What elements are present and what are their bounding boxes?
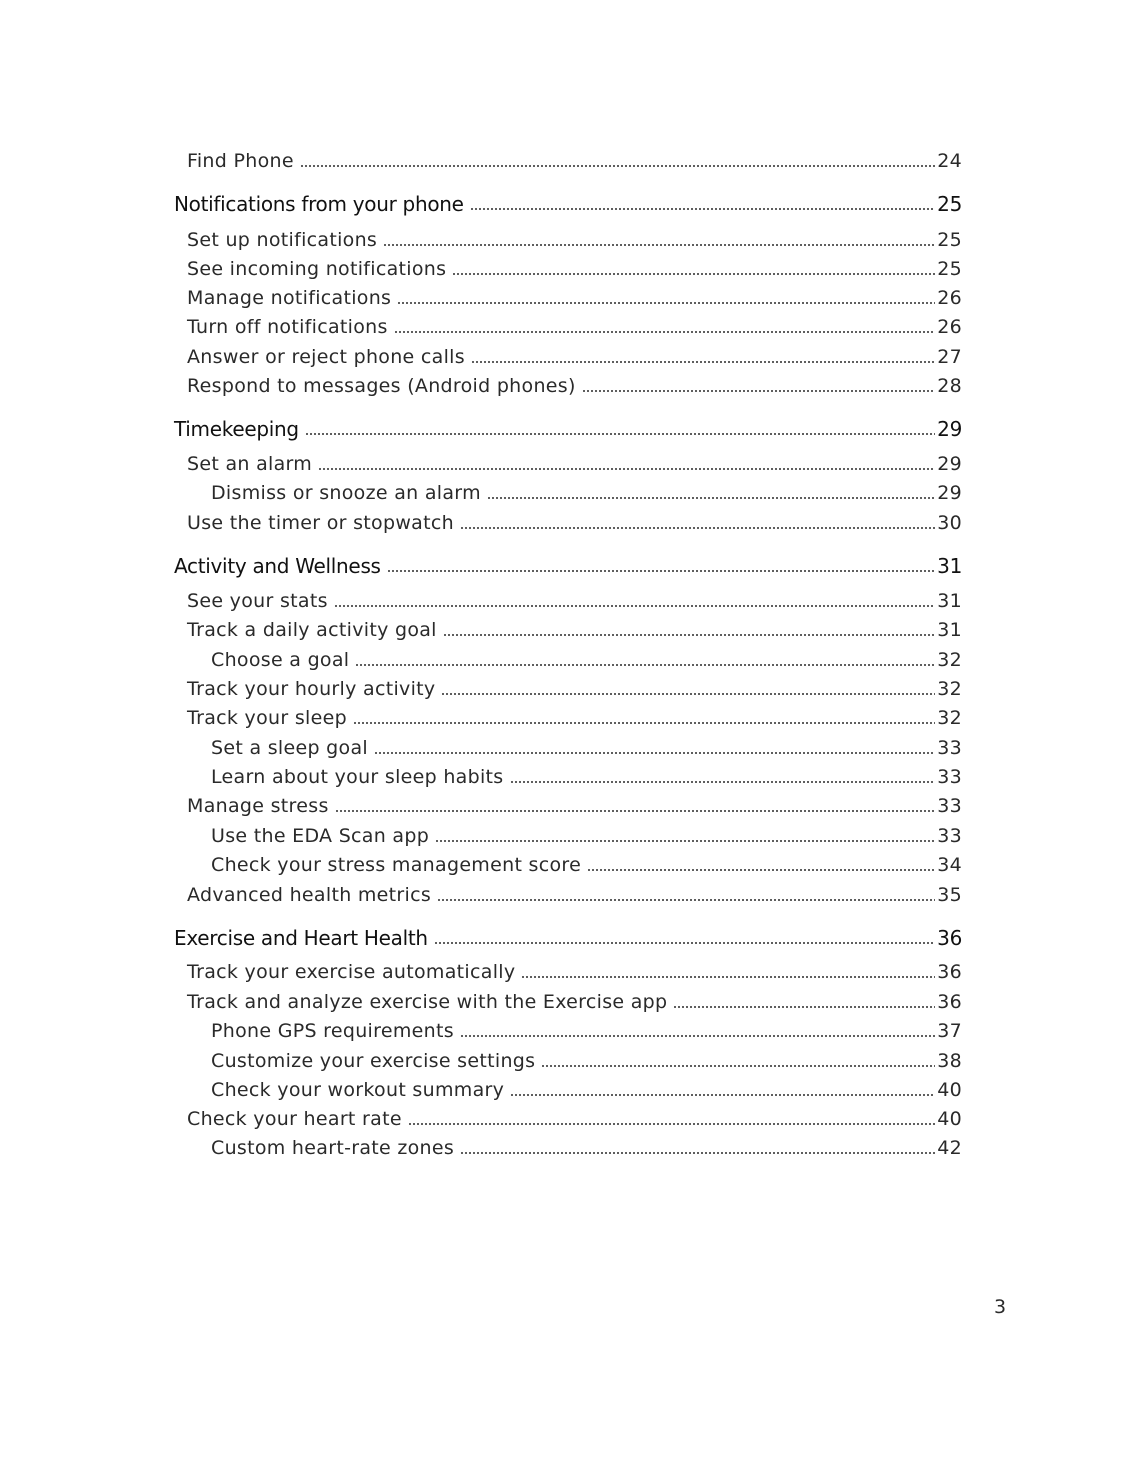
toc-entry[interactable] <box>211 1135 962 1161</box>
toc-entry[interactable] <box>187 510 962 536</box>
toc-entry-page: 38 <box>937 1050 962 1072</box>
toc-dot-leader <box>441 693 935 695</box>
toc-dot-leader <box>443 634 935 636</box>
toc-dot-leader <box>471 361 935 363</box>
toc-entry-page: 28 <box>937 375 962 397</box>
toc-entry[interactable] <box>211 1077 962 1103</box>
toc-entry[interactable] <box>187 451 962 477</box>
toc-dot-leader <box>335 810 936 812</box>
toc-entry-title: Track your hourly activity <box>187 678 436 700</box>
toc-entry-page: 24 <box>937 150 962 172</box>
toc-entry-title: Find Phone <box>187 150 294 172</box>
toc-dot-leader <box>541 1065 935 1067</box>
toc-dot-leader <box>673 1006 935 1008</box>
toc-dot-leader <box>408 1123 935 1125</box>
toc-entry[interactable] <box>187 882 962 908</box>
toc-entry-title: Phone GPS requirements <box>211 1020 454 1042</box>
toc-entry-page: 40 <box>937 1108 962 1130</box>
toc-entry-title: Choose a goal <box>211 649 350 671</box>
toc-entry-page: 31 <box>937 619 962 641</box>
toc-entry-page: 42 <box>937 1137 962 1159</box>
toc-entry-title: Custom heart-rate zones <box>211 1137 455 1159</box>
toc-entry-page: 32 <box>937 678 962 700</box>
toc-entry-title: Track a daily activity goal <box>187 619 437 641</box>
toc-entry[interactable] <box>187 959 962 985</box>
toc-dot-leader <box>521 976 935 978</box>
toc-entry-title: Dismiss or snooze an alarm <box>211 482 481 504</box>
toc-entry-page: 33 <box>937 737 962 759</box>
toc-dot-leader <box>452 273 935 275</box>
toc-dot-leader <box>437 899 935 901</box>
toc-entry[interactable] <box>187 1106 962 1132</box>
toc-entry[interactable] <box>211 735 962 761</box>
toc-entry-page: 33 <box>937 825 962 847</box>
toc-entry-page: 37 <box>937 1020 962 1042</box>
toc-entry-title: Use the EDA Scan app <box>211 825 430 847</box>
toc-entry-page: 36 <box>937 991 962 1013</box>
toc-entry-page: 31 <box>937 590 962 612</box>
toc-entry-page: 33 <box>937 766 962 788</box>
toc-section-entry[interactable] <box>174 553 962 579</box>
toc-entry-title: Set a sleep goal <box>211 737 368 759</box>
toc-dot-leader <box>510 781 936 783</box>
toc-entry-page: 27 <box>937 346 962 368</box>
toc-entry[interactable] <box>211 764 962 790</box>
toc-entry-title: Use the timer or stopwatch <box>187 512 454 534</box>
toc-entry-title: Advanced health metrics <box>187 884 432 906</box>
toc-entry[interactable] <box>187 588 962 614</box>
toc-entry-page: 26 <box>937 316 962 338</box>
toc-entry-title: Answer or reject phone calls <box>187 346 465 368</box>
toc-entry[interactable] <box>211 823 962 849</box>
toc-entry-title: Activity and Wellness <box>174 554 381 578</box>
toc-entry[interactable] <box>211 1048 962 1074</box>
toc-dot-leader <box>460 1152 935 1154</box>
toc-entry-page: 25 <box>937 229 962 251</box>
toc-entry[interactable] <box>187 314 962 340</box>
toc-entry-title: Notifications from your phone <box>174 192 464 216</box>
toc-entry-page: 30 <box>937 512 962 534</box>
toc-entry-title: See your stats <box>187 590 328 612</box>
toc-entry-title: Timekeeping <box>174 417 299 441</box>
toc-entry-page: 36 <box>937 961 962 983</box>
toc-dot-leader <box>374 752 935 754</box>
toc-entry-title: Exercise and Heart Health <box>174 926 428 950</box>
toc-entry-page: 29 <box>937 417 962 441</box>
toc-dot-leader <box>460 1035 935 1037</box>
toc-dot-leader <box>460 527 935 529</box>
toc-dot-leader <box>582 390 936 392</box>
toc-section-entry[interactable] <box>174 416 962 442</box>
toc-entry-page: 40 <box>937 1079 962 1101</box>
toc-entry-title: Respond to messages (Android phones) <box>187 375 576 397</box>
toc-entry[interactable] <box>187 676 962 702</box>
toc-entry-title: Check your heart rate <box>187 1108 402 1130</box>
toc-entry-title: Check your workout summary <box>211 1079 505 1101</box>
toc-dot-leader <box>587 869 935 871</box>
toc-entry[interactable] <box>187 617 962 643</box>
toc-dot-leader <box>435 840 935 842</box>
toc-entry-page: 36 <box>937 926 962 950</box>
toc-entry-page: 25 <box>937 258 962 280</box>
toc-entry[interactable] <box>187 285 962 311</box>
toc-entry-page: 32 <box>937 707 962 729</box>
toc-entry-title: Turn off notifications <box>187 316 388 338</box>
toc-entry[interactable] <box>187 148 962 174</box>
toc-entry-page: 32 <box>937 649 962 671</box>
toc-dot-leader <box>434 942 935 944</box>
toc-entry[interactable] <box>187 705 962 731</box>
toc-entry-page: 29 <box>937 482 962 504</box>
toc-entry-title: Manage notifications <box>187 287 392 309</box>
toc-dot-leader <box>487 497 935 499</box>
toc-dot-leader <box>300 165 935 167</box>
toc-entry-page: 35 <box>937 884 962 906</box>
toc-dot-leader <box>510 1094 935 1096</box>
toc-entry[interactable] <box>211 480 962 506</box>
toc-entry-title: Manage stress <box>187 795 329 817</box>
toc-entry-page: 33 <box>937 795 962 817</box>
toc-dot-leader <box>355 664 935 666</box>
toc-entry-title: Track your sleep <box>187 707 347 729</box>
toc-dot-leader <box>394 331 936 333</box>
toc-entry-title: Set an alarm <box>187 453 313 475</box>
toc-entry-title: Set up notifications <box>187 229 378 251</box>
toc-entry-title: Learn about your sleep habits <box>211 766 504 788</box>
toc-dot-leader <box>397 302 935 304</box>
toc-entry-title: Track your exercise automatically <box>187 961 516 983</box>
toc-entry-page: 26 <box>937 287 962 309</box>
toc-entry-page: 31 <box>937 554 962 578</box>
toc-entry[interactable] <box>211 647 962 673</box>
toc-entry[interactable] <box>187 793 962 819</box>
toc-dot-leader <box>470 208 935 210</box>
toc-dot-leader <box>334 605 935 607</box>
toc-dot-leader <box>387 570 935 572</box>
toc-entry[interactable] <box>187 256 962 282</box>
toc-entry-page: 34 <box>937 854 962 876</box>
toc-entry-title: See incoming notifications <box>187 258 447 280</box>
toc-entry-title: Check your stress management score <box>211 854 582 876</box>
toc-dot-leader <box>383 244 935 246</box>
page-number: 3 <box>994 1296 1007 1318</box>
toc-entry[interactable] <box>187 344 962 370</box>
toc-entry[interactable] <box>187 989 962 1015</box>
toc-dot-leader <box>305 433 935 435</box>
toc-dot-leader <box>318 468 935 470</box>
toc-entry-page: 29 <box>937 453 962 475</box>
toc-entry[interactable] <box>187 227 962 253</box>
toc-section-entry[interactable] <box>174 191 962 217</box>
toc-entry[interactable] <box>211 852 962 878</box>
toc-entry-title: Track and analyze exercise with the Exercise app <box>187 991 668 1013</box>
toc-entry[interactable] <box>187 373 962 399</box>
toc-entry-title: Customize your exercise settings <box>211 1050 536 1072</box>
toc-entry-page: 25 <box>937 192 962 216</box>
toc-entry[interactable] <box>211 1018 962 1044</box>
toc-dot-leader <box>353 722 935 724</box>
toc-section-entry[interactable] <box>174 925 962 951</box>
